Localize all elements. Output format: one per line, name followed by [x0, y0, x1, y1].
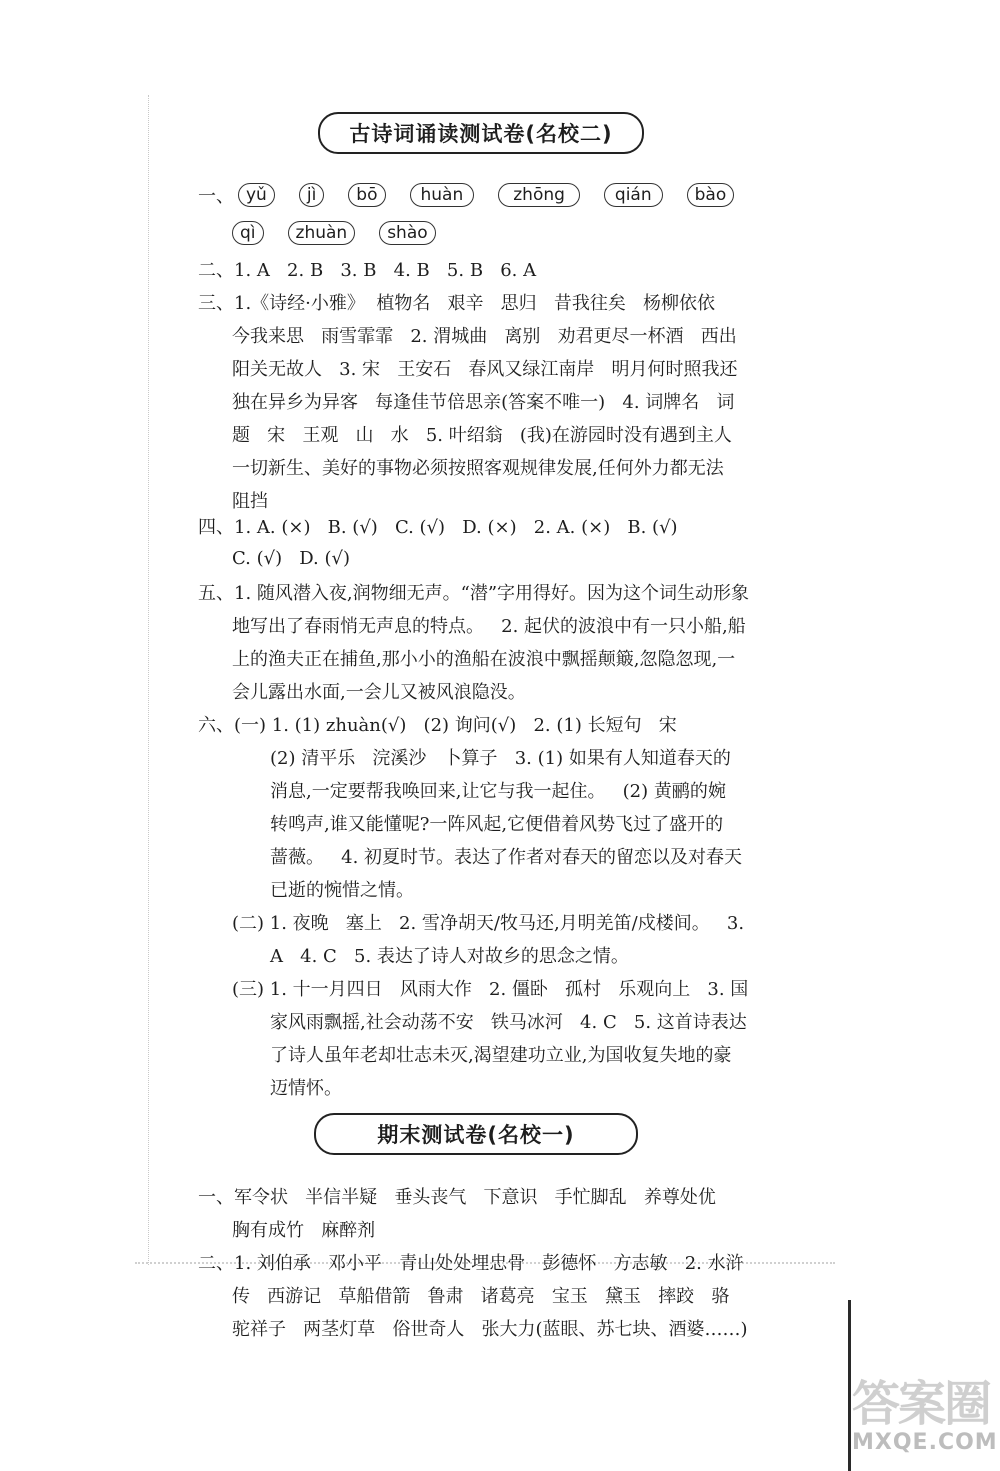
- page-margin-line: [148, 95, 149, 1265]
- pinyin-answer: huàn: [410, 183, 475, 207]
- answer-line: 家风雨飘摇,社会动荡不安 铁马冰河 4. C 5. 这首诗表达: [270, 1012, 747, 1033]
- section-title-2-text: 期末测试卷(名校一): [377, 1123, 575, 1147]
- pinyin-answer: zhuàn: [288, 221, 356, 245]
- section-title-1-text: 古诗词诵读测试卷(名校二): [349, 122, 613, 146]
- answer-line: 二、1. A 2. B 3. B 4. B 5. B 6. A: [198, 260, 537, 281]
- answer-line: C. (√) D. (√): [232, 548, 351, 569]
- answer-line: 消息,一定要帮我唤回来,让它与我一起住。 (2) 黄鹂的婉: [270, 781, 726, 802]
- question-number-1: 一、: [198, 186, 234, 207]
- answer-line: 一、军令状 半信半疑 垂头丧气 下意识 手忙脚乱 养尊处优: [198, 1187, 716, 1208]
- answer-line: 三、1.《诗经·小雅》 植物名 艰辛 思归 昔我往矣 杨柳依依: [198, 293, 715, 314]
- answer-line: 阳关无故人 3. 宋 王安石 春风又绿江南岸 明月何时照我还: [232, 359, 738, 380]
- answer-line: 二、1. 刘伯承 邓小平 青山处处埋忠骨 彭德怀 方志敏 2. 水浒: [198, 1253, 744, 1274]
- answer-line: 上的渔夫正在捕鱼,那小小的渔船在波浪中飘摇颠簸,忽隐忽现,一: [232, 649, 736, 670]
- section-title-2: [314, 1113, 638, 1155]
- section-title-1: [318, 112, 644, 154]
- answer-line: 已逝的惋惜之情。: [270, 880, 414, 901]
- answer-line: 四、1. A. (×) B. (√) C. (√) D. (×) 2. A. (×) B. (√): [198, 517, 678, 538]
- answer-line: 胸有成竹 麻醉剂: [232, 1220, 376, 1241]
- answer-line: 了诗人虽年老却壮志未灭,渴望建功立业,为国收复失地的豪: [270, 1045, 732, 1066]
- answer-line: 会儿露出水面,一会儿又被风浪隐没。: [232, 682, 526, 703]
- answer-line: 一切新生、美好的事物必须按照客观规律发展,任何外力都无法: [232, 458, 724, 479]
- answer-line: A 4. C 5. 表达了诗人对故乡的思念之情。: [270, 946, 629, 967]
- pinyin-answer: bào: [687, 183, 735, 207]
- answer-line: (二) 1. 夜晚 塞上 2. 雪净胡天/牧马还,月明羌笛/戍楼间。 3.: [232, 913, 745, 934]
- answer-line: 独在异乡为异客 每逢佳节倍思亲(答案不唯一) 4. 词牌名 词: [232, 392, 735, 413]
- pinyin-answer: bō: [348, 183, 385, 207]
- answer-line: (2) 清平乐 浣溪沙 卜算子 3. (1) 如果有人知道春天的: [270, 748, 731, 769]
- pinyin-answer: qián: [604, 183, 663, 207]
- pinyin-answer: zhōng: [498, 183, 580, 207]
- binding-bar: [848, 1300, 851, 1471]
- answer-line: 题 宋 王观 山 水 5. 叶绍翁 (我)在游园时没有遇到主人: [232, 425, 732, 446]
- pinyin-answer: yǔ: [238, 183, 275, 207]
- pinyin-answer: jì: [299, 183, 324, 207]
- answer-line: 蔷薇。 4. 初夏时节。表达了作者对春天的留恋以及对春天: [270, 847, 743, 868]
- answer-line: 迈情怀。: [270, 1078, 342, 1099]
- answer-line: 阻挡: [232, 491, 268, 512]
- answer-line: 传 西游记 草船借箭 鲁肃 诸葛亮 宝玉 黛玉 摔跤 骆: [232, 1286, 730, 1307]
- pinyin-row-2: [232, 221, 460, 245]
- answer-line: 地写出了春雨悄无声息的特点。 2. 起伏的波浪中有一只小船,船: [232, 616, 746, 637]
- pinyin-answer: qì: [232, 221, 264, 245]
- answer-line: (三) 1. 十一月四日 风雨大作 2. 僵卧 孤村 乐观向上 3. 国: [232, 979, 749, 1000]
- answer-line: 驼祥子 两茎灯草 俗世奇人 张大力(蓝眼、苏七块、酒婆……): [232, 1319, 748, 1340]
- pinyin-answer: shào: [379, 221, 435, 245]
- answer-line: 转鸣声,谁又能懂呢?一阵风起,它便借着风势飞过了盛开的: [270, 814, 724, 835]
- answer-line: 五、1. 随风潜入夜,润物细无声。“潜”字用得好。因为这个词生动形象: [198, 583, 750, 604]
- pinyin-row-1: [198, 182, 758, 208]
- watermark-logo: 答案圈: [852, 1376, 991, 1432]
- answer-line: 今我来思 雨雪霏霏 2. 渭城曲 离别 劝君更尽一杯酒 西出: [232, 326, 737, 347]
- watermark-url: MXQE.COM: [852, 1430, 998, 1455]
- watermark: [852, 1376, 998, 1468]
- answer-line: 六、(一) 1. (1) zhuàn(√) (2) 询问(√) 2. (1) 长短句 宋: [198, 715, 677, 736]
